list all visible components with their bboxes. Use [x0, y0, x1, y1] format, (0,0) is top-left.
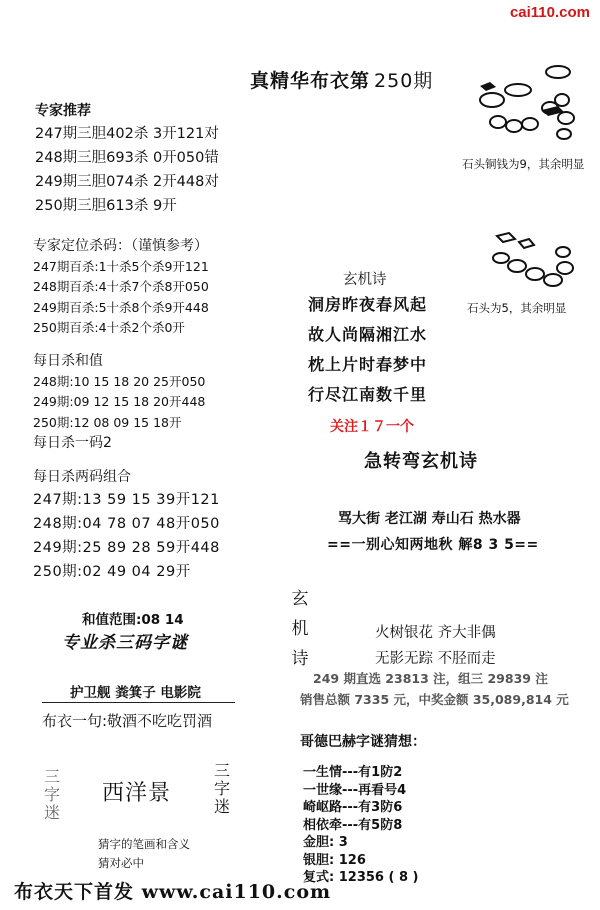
- riddle-title: 专业杀三码字谜: [62, 633, 188, 653]
- position-line: 249期百杀:5十杀8个杀9开448: [33, 299, 209, 315]
- poem-line: 枕上片时春梦中: [308, 355, 428, 374]
- goedel-line: 相依牵---有5防8: [303, 817, 403, 833]
- expert-heading: 专家推荐: [35, 103, 91, 119]
- two-code-line: 250期:02 49 04 29开: [33, 564, 191, 580]
- sum-line: 248期:10 15 18 20 25开050: [33, 373, 206, 389]
- stone-shape: [505, 84, 531, 96]
- goedel-line: 金胆: 3: [303, 835, 348, 850]
- xuanji-label: 玄机诗: [291, 589, 309, 669]
- expert-line: 248期三胆693杀 0开050错: [35, 150, 219, 166]
- coin-shape: [557, 262, 573, 274]
- goedel-line: 一生情---有1防2: [303, 765, 403, 780]
- position-heading: 专家定位杀码：（谨慎参考）: [33, 238, 208, 254]
- goedel-line: 银胆: 126: [303, 852, 366, 868]
- expert-section: [35, 100, 219, 218]
- zimi-hint-1: 猜字的笔画和含义: [98, 837, 190, 851]
- poem-heading: 玄机诗: [343, 272, 387, 288]
- footer-banner[interactable]: 布衣天下首发 www.cai110.com: [14, 881, 332, 903]
- coin-shape: [558, 112, 574, 124]
- sum-line: 249期:09 12 15 18 20开448: [33, 394, 206, 409]
- stone-shape: [497, 233, 515, 242]
- coin-shape: [557, 129, 571, 139]
- stone-caption-1: 石头铜钱为9，其余明显: [462, 157, 585, 171]
- coin-shape: [544, 274, 562, 286]
- position-line: 250期百杀:4十杀2个杀0开: [33, 320, 185, 335]
- turn-title: 急转弯玄机诗: [364, 451, 478, 472]
- zimi-hint-2: 猜对必中: [98, 856, 144, 870]
- xuanji-row-1: 火树银花 齐大非偶: [375, 625, 496, 641]
- sum-section: [33, 351, 205, 454]
- title-issue: 250期: [374, 70, 434, 92]
- position-line: 247期百杀:1十杀5个杀9开121: [33, 258, 209, 274]
- goedel-line: 复式: 12356 ( 8 ): [303, 870, 419, 885]
- expert-line: 250期三胆613杀 9开: [35, 198, 177, 214]
- goedel-heading: 哥德巴赫字谜猜想：: [300, 734, 426, 750]
- coin-shape: [556, 247, 570, 257]
- divider: [42, 702, 235, 703]
- sum-line: 250期:12 08 09 15 18开: [33, 414, 182, 430]
- stone-shape: [519, 239, 534, 248]
- site-logo-text[interactable]: cai110.com: [509, 4, 590, 21]
- goedel-block: [303, 764, 418, 887]
- two-code-line: 249期:25 89 28 59开448: [33, 540, 220, 556]
- poem-block: [308, 290, 427, 410]
- riddle-words: 护卫舰 粪箕子 电影院: [70, 685, 201, 701]
- zimi-left-label: 三字迷: [43, 767, 60, 822]
- two-code-line: 248期:04 78 07 48开050: [33, 516, 220, 532]
- turn-solve: ==一别心知两地秋 解8 3 5==: [327, 537, 539, 553]
- xuanji-row-2: 无影无踪 不胫而走: [375, 651, 496, 667]
- poem-line: 行尽江南数千里: [308, 385, 428, 404]
- coin-shape: [506, 120, 522, 132]
- kill-one-code: 每日杀一码2: [33, 435, 112, 451]
- two-code-heading: 每日杀两码组合: [33, 469, 131, 485]
- coin-shape: [493, 253, 509, 263]
- stone-shape: [546, 66, 570, 78]
- expert-line: 247期三胆402杀 3开121对: [35, 126, 219, 142]
- expert-line: 249期三胆074杀 2开448对: [35, 174, 219, 190]
- position-section: [33, 236, 209, 339]
- sales-line-2: 销售总额 7335 元，中奖金额 35,089,814 元: [300, 692, 569, 707]
- sum-range: 和值范围:08 14: [82, 612, 184, 628]
- one-sentence: 布衣一句:敬酒不吃吃罚酒: [42, 712, 213, 730]
- stone-image: [483, 230, 583, 295]
- follow-note: 关注１７一个: [330, 419, 414, 435]
- position-line: 248期百杀:4十杀7个杀8开050: [33, 279, 209, 294]
- sum-heading: 每日杀和值: [33, 353, 103, 369]
- poem-line: 故人尚隔湘江水: [308, 325, 428, 344]
- goedel-line: 一世缘---再看号4: [303, 782, 407, 798]
- coin-shape: [490, 116, 506, 128]
- two-code-section: [33, 466, 220, 584]
- ingot-shape: [480, 82, 496, 91]
- coin-shape: [526, 268, 544, 280]
- turn-words: 骂大街 老江湖 寿山石 热水器: [338, 511, 521, 527]
- coin-shape: [508, 260, 526, 272]
- sales-line-1: 249 期直选 23813 注，组三 29839 注: [313, 671, 548, 686]
- stone-coin-image: [470, 60, 590, 150]
- title-text: 真精华布衣第: [250, 70, 371, 92]
- zimi-word: 西洋景: [102, 781, 172, 806]
- poem-line: 洞房昨夜春风起: [308, 295, 428, 314]
- page-title: [250, 66, 433, 93]
- coin-shape: [555, 94, 569, 106]
- zimi-right-label: 三字迷: [213, 761, 230, 816]
- stone-shape: [480, 93, 504, 107]
- stone-caption-2: 石头为5，其余明显: [467, 301, 567, 315]
- coin-shape: [522, 118, 538, 130]
- goedel-line: 崎岖路---有3防6: [303, 800, 403, 815]
- two-code-line: 247期:13 59 15 39开121: [33, 492, 220, 508]
